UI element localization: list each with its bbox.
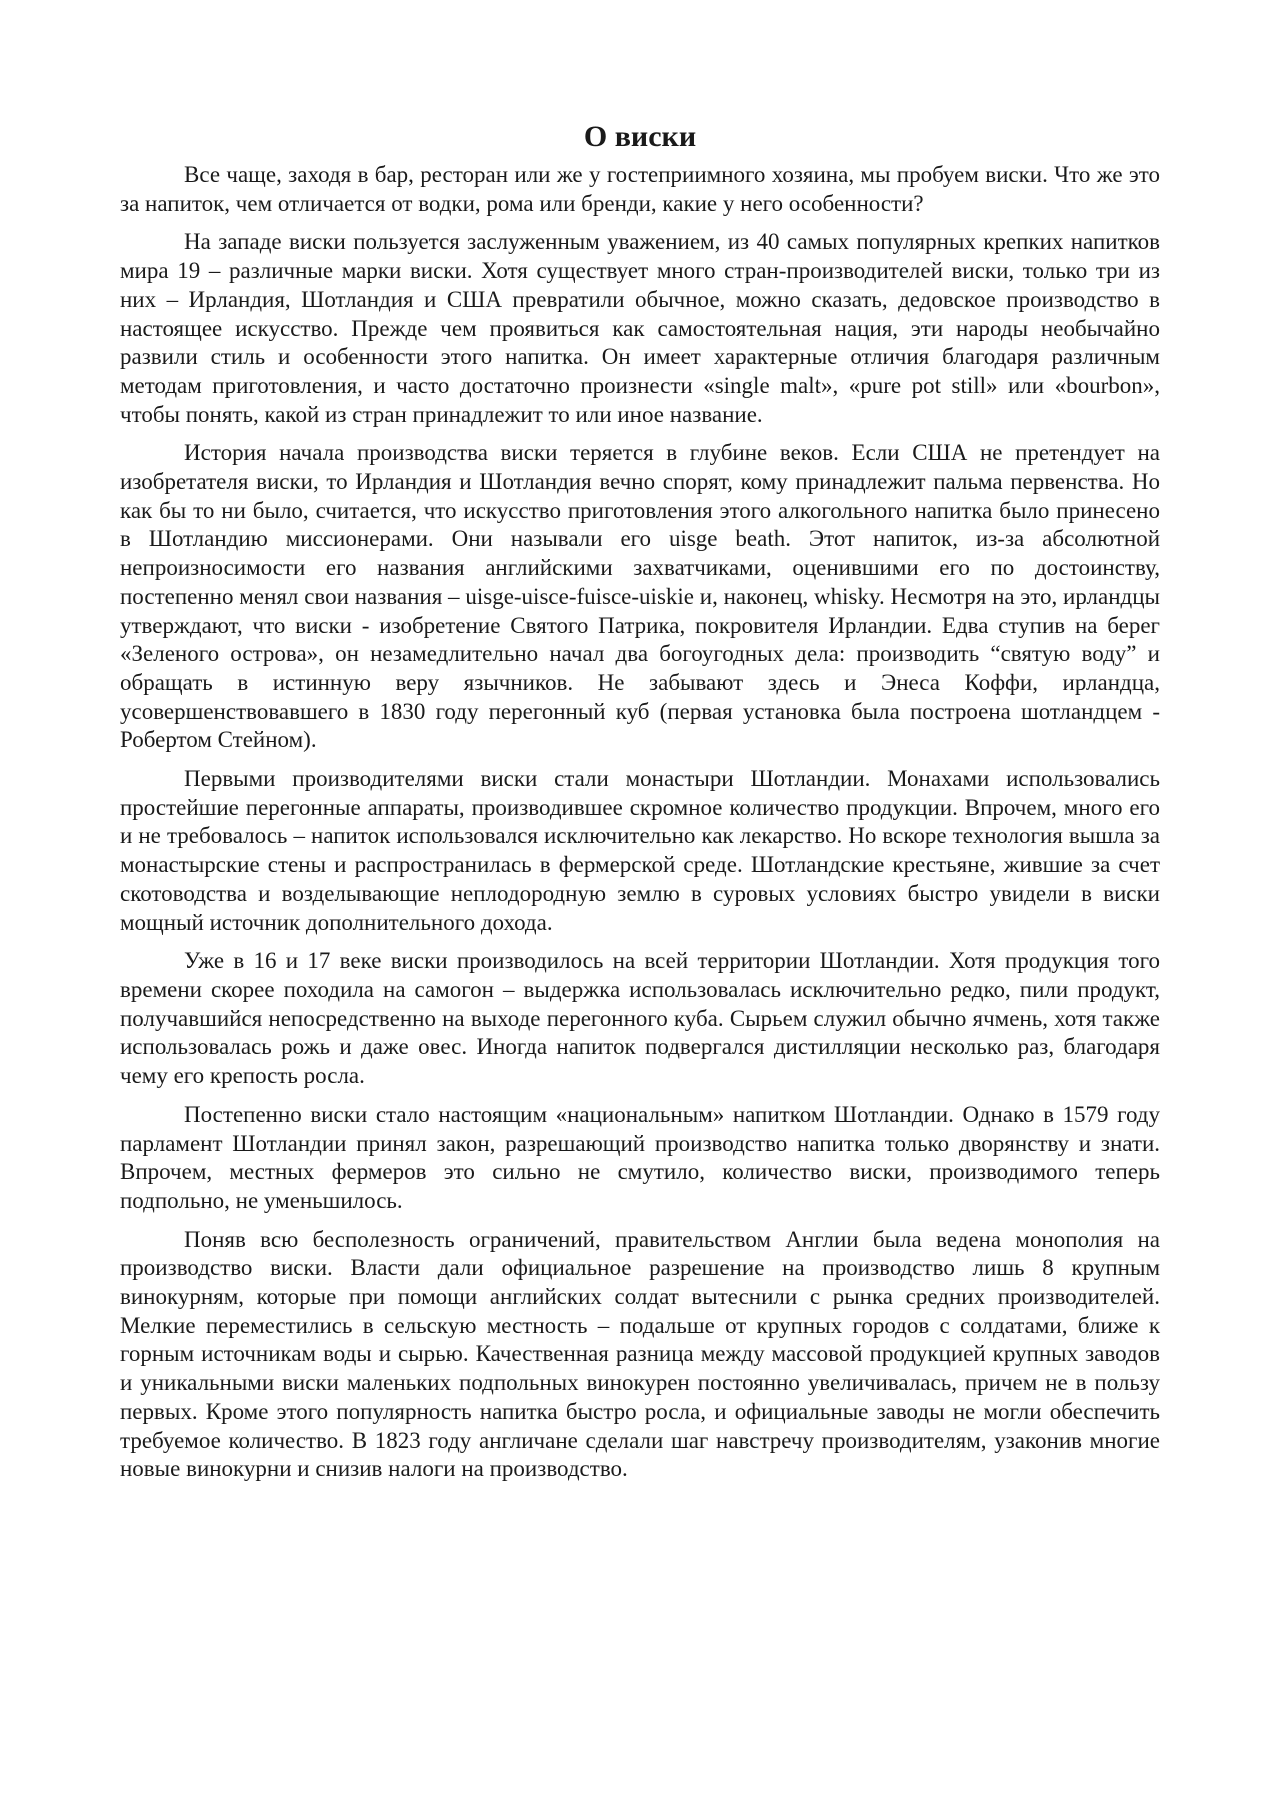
paragraph-monasteries: Первыми производителями виски стали монастыри Шотландии. Монахами использовались простейшие перегонные аппараты, производившее скромное количество продукции. Впрочем, много его и не требовалось – напиток использовался исключительно как лекарство. Но вскоре технология вышла за монастырские стены и распространилась в фермерской среде. Шотландские крестьяне, жившие за счет скотоводства и возделывающие неплодородную землю в суровых условиях быстро увидели в виски мощный источник дополнительного дохода.	[120, 766, 1160, 935]
paragraph-national-drink: Постепенно виски стало настоящим «национальным» напитком Шотландии. Однако в 1579 году парламент Шотландии принял закон, разрешающий производство напитка только дворянству и знати. Впрочем, местных фермеров это сильно не смутило, количество виски, производимого теперь подпольно, не уменьшилось.	[120, 1101, 1160, 1213]
paragraph-history: История начала производства виски теряется в глубине веков. Если США не претендует на изобретателя виски, то Ирландия и Шотландия вечно спорят, кому принадлежит пальма первенства. Но как бы то ни было, считается, что искусство приготовления этого алкогольного напитка было принесено в Шотландию миссионерами. Они называли его uisge beath. Этот напиток, из-за абсолютной непроизносимости его названия английскими захватчиками, оценившими его по достоинству, постепенно менял свои названия – uisge-uisce-fuisce-uiskie и, наконец, whisky. Несмотря на это, ирландцы утверждают, что виски - изобретение Святого Патрика, покровителя Ирландии. Едва ступив на берег «Зеленого острова», он незамедлительно начал два богоугодных дела: производить “святую воду” и обращать в истинную веру язычников. Не забывают здесь и Энеса Коффи, ирландца, усовершенствовавшего в 1830 году перегонный куб (первая установка была построена шотландцем - Робертом Стейном).	[120, 440, 1160, 753]
paragraph-west: На западе виски пользуется заслуженным уважением, из 40 самых популярных крепких напитков мира 19 – различные марки виски. Хотя существует много стран-производителей виски, только три из них – Ирландия, Шотландия и США превратили обычное, можно сказать, дедовское производство в настоящее искусство. Прежде чем проявиться как самостоятельная нация, эти народы необычайно развили стиль и особенности этого напитка. Он имеет характерные отличия благодаря различным методам приготовления, и часто достаточно произнести «single malt», «pure pot still» или «bourbon», чтобы понять, какой из стран принадлежит то или иное название.	[120, 229, 1160, 427]
document-page	[120, 118, 1160, 1494]
paragraph-intro: Все чаще, заходя в бар, ресторан или же у гостеприимного хозяина, мы пробуем виски. Что же это за напиток, чем отличается от водки, рома или бренди, какие у него особенности?	[120, 162, 1160, 216]
document-title: О виски	[583, 120, 697, 153]
paragraph-16-17-century: Уже в 16 и 17 веке виски производилось на всей территории Шотландии. Хотя продукция того времени скорее походила на самогон – выдержка использовалась исключительно редко, пили продукт, получавшийся непосредственно на выходе перегонного куба. Сырьем служил обычно ячмень, хотя также использовалась рожь и даже овес. Иногда напиток подвергался дистилляции несколько раз, благодаря чему его крепость росла.	[120, 948, 1160, 1089]
paragraph-monopoly: Поняв всю бесполезность ограничений, правительством Англии была ведена монополия на производство виски. Власти дали официальное разрешение на производство лишь 8 крупным винокурням, которые при помощи английских солдат вытеснили с рынка средних производителей. Мелкие переместились в сельскую местность – подальше от крупных городов с солдатами, ближе к горным источникам воды и сырью. Качественная разница между массовой продукцией крупных заводов и уникальными виски маленьких подпольных винокурен постоянно увеличивалась, причем не в пользу первых. Кроме этого популярность напитка быстро росла, и официальные заводы не могли обеспечить требуемое количество. В 1823 году англичане сделали шаг навстречу производителям, узаконив многие новые винокурни и снизив налоги на производство.	[120, 1226, 1160, 1482]
